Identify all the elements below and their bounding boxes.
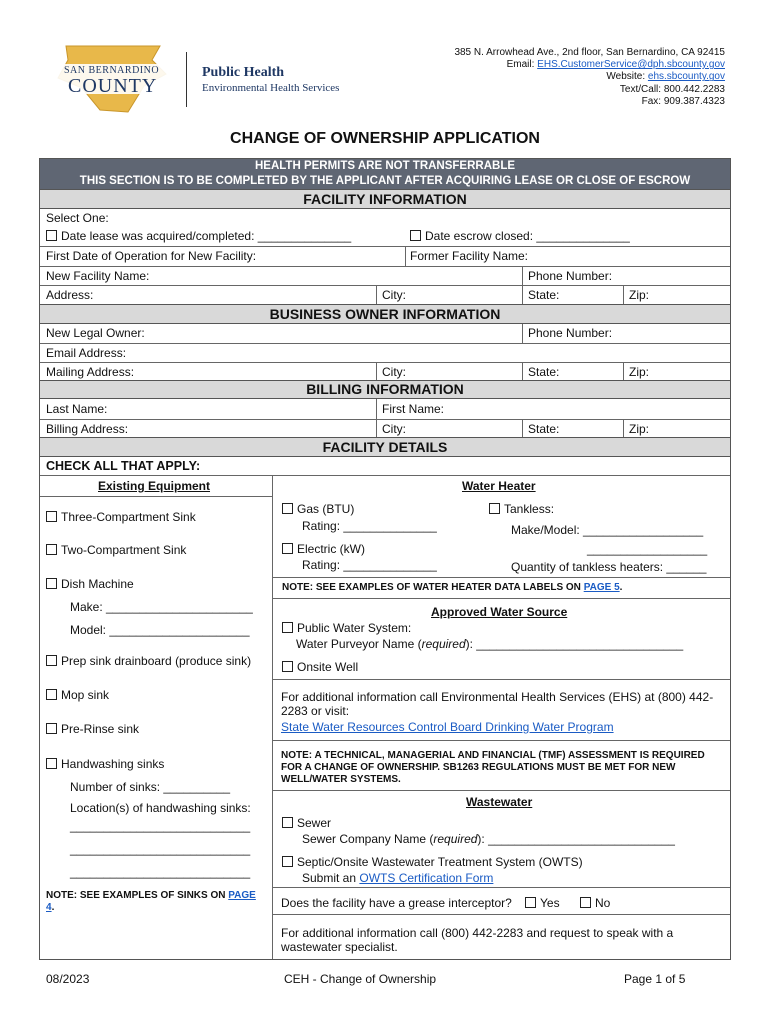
owner-state-field[interactable]: State: xyxy=(528,365,560,379)
escrow-checkbox[interactable] xyxy=(410,230,421,241)
billing-first-name-field[interactable]: First Name: xyxy=(382,402,445,416)
logo-divider xyxy=(186,52,187,107)
facility-state-field[interactable]: State: xyxy=(528,288,560,302)
facility-address-field[interactable]: Address: xyxy=(46,288,94,302)
page4-link[interactable]: PAGE 4 xyxy=(46,890,256,913)
banner-line2: THIS SECTION IS TO BE COMPLETED BY THE APPLICANT AFTER ACQUIRING LEASE OR CLOSE OF ESCROW xyxy=(40,174,730,189)
grease-yes-checkbox[interactable] xyxy=(525,897,536,908)
owts-form-link[interactable]: OWTS Certification Form xyxy=(359,871,494,885)
facility-details-heading: FACILITY DETAILS xyxy=(40,437,730,457)
billing-address-field[interactable]: Billing Address: xyxy=(46,422,129,436)
tankless-checkbox[interactable] xyxy=(489,503,500,514)
lease-option: Date lease was acquired/completed: ______________ xyxy=(46,229,351,243)
page-title: CHANGE OF OWNERSHIP APPLICATION xyxy=(230,130,540,147)
make-model-line2[interactable]: __________________ xyxy=(587,542,708,556)
dish-machine-checkbox[interactable] xyxy=(46,578,57,589)
existing-equipment-heading: Existing Equipment xyxy=(98,479,211,493)
grease-no-checkbox[interactable] xyxy=(580,897,591,908)
handwashing-checkbox[interactable] xyxy=(46,758,57,769)
qty-tankless-field[interactable]: Quantity of tankless heaters: ______ xyxy=(511,560,707,574)
locations-label: Location(s) of handwashing sinks: xyxy=(70,801,251,815)
facility-phone-field[interactable]: Phone Number: xyxy=(528,269,613,283)
sink-note: NOTE: SEE EXAMPLES OF SINKS ON PAGE 4. xyxy=(46,890,256,913)
onsite-well-checkbox[interactable] xyxy=(282,661,293,672)
business-owner-heading: BUSINESS OWNER INFORMATION xyxy=(40,304,730,324)
fax-text: Fax: 909.387.4323 xyxy=(641,95,725,107)
mop-sink-checkbox[interactable] xyxy=(46,689,57,700)
dish-model-field[interactable]: Model: _____________________ xyxy=(70,623,250,637)
prep-sink-checkbox[interactable] xyxy=(46,655,57,666)
prep-sink-option: Prep sink drainboard (produce sink) xyxy=(46,654,251,668)
division-name: Environmental Health Services xyxy=(202,82,340,94)
purveyor-field[interactable]: Water Purveyor Name (required): _______________________________ xyxy=(296,637,684,651)
sewer-option: Sewer xyxy=(282,816,331,830)
three-comp-option: Three-Compartment Sink xyxy=(46,510,196,524)
pre-rinse-checkbox[interactable] xyxy=(46,723,57,734)
footer-date: 08/2023 xyxy=(46,972,90,986)
pre-rinse-option: Pre-Rinse sink xyxy=(46,722,139,736)
contact-block xyxy=(454,47,725,108)
former-name-field[interactable]: Former Facility Name: xyxy=(410,249,529,263)
phone-text: Text/Call: 800.442.2283 xyxy=(619,83,725,95)
two-comp-option: Two-Compartment Sink xyxy=(46,543,186,557)
gas-checkbox[interactable] xyxy=(282,503,293,514)
logo-line1: SAN BERNARDINO xyxy=(64,65,160,76)
owts-line: Submit an OWTS Certification Form xyxy=(302,871,494,885)
email-line: Email: EHS.CustomerService@dph.sbcounty.gov xyxy=(506,59,725,71)
tmf-note: NOTE: A TECHNICAL, MANAGERIAL AND FINANCIAL (TMF) ASSESSMENT IS REQUIRED FOR A CHANGE OF OWNERSHIP. SB1263 REGULATIONS MUST BE MET FOR NEW WELL/WATER SYSTEMS. xyxy=(281,750,705,785)
owner-zip-field[interactable]: Zip: xyxy=(629,365,650,379)
handwashing-option: Handwashing sinks xyxy=(46,757,164,771)
dish-machine-option: Dish Machine xyxy=(46,577,134,591)
locations-line-1[interactable]: ___________________________ xyxy=(70,819,251,833)
grease-yes-option: Yes xyxy=(525,896,560,910)
tankless-option: Tankless: xyxy=(489,502,554,516)
escrow-option: Date escrow closed: ______________ xyxy=(410,229,630,243)
logo-line2: COUNTY xyxy=(68,75,158,97)
legal-owner-field[interactable]: New Legal Owner: xyxy=(46,326,145,340)
billing-zip-field[interactable]: Zip: xyxy=(629,422,650,436)
page5-link[interactable]: PAGE 5 xyxy=(583,582,620,593)
grease-no-option: No xyxy=(580,896,610,910)
owner-email-field[interactable]: Email Address: xyxy=(46,346,127,360)
mop-sink-option: Mop sink xyxy=(46,688,109,702)
mailing-address-field[interactable]: Mailing Address: xyxy=(46,365,135,379)
electric-checkbox[interactable] xyxy=(282,543,293,554)
facility-info-heading: FACILITY INFORMATION xyxy=(40,189,730,209)
owner-phone-field[interactable]: Phone Number: xyxy=(528,326,613,340)
heater-note: NOTE: SEE EXAMPLES OF WATER HEATER DATA LABELS ON PAGE 5. xyxy=(282,582,623,593)
check-all-label: CHECK ALL THAT APPLY: xyxy=(46,459,201,473)
ehs-call-text: For additional information call Environmental Health Services (EHS) at (800) 442-2283 or visit: xyxy=(281,690,714,718)
public-water-checkbox[interactable] xyxy=(282,622,293,633)
billing-heading: BILLING INFORMATION xyxy=(40,380,730,399)
gas-rating-field[interactable]: Rating: ______________ xyxy=(302,519,437,533)
gas-option: Gas (BTU) xyxy=(282,502,354,516)
state-water-link[interactable]: State Water Resources Control Board Drinking Water Program xyxy=(281,720,614,734)
website-line: Website: ehs.sbcounty.gov xyxy=(606,71,725,83)
sewer-company-field[interactable]: Sewer Company Name (required): ____________________________ xyxy=(302,832,675,846)
public-water-option: Public Water System: xyxy=(282,621,411,635)
make-model-field[interactable]: Make/Model: __________________ xyxy=(511,523,704,537)
footer-center: CEH - Change of Ownership xyxy=(284,972,437,986)
grease-question: Does the facility have a grease interceptor? xyxy=(281,896,512,910)
num-sinks-field[interactable]: Number of sinks: __________ xyxy=(70,780,231,794)
facility-city-field[interactable]: City: xyxy=(382,288,406,302)
three-comp-checkbox[interactable] xyxy=(46,511,57,522)
email-link[interactable]: EHS.CustomerService@dph.sbcounty.gov xyxy=(537,59,725,71)
banner-line1: HEALTH PERMITS ARE NOT TRANSFERRABLE xyxy=(40,159,730,174)
wastewater-heading: Wastewater xyxy=(466,795,533,809)
wastewater-call-text: For additional information call (800) 442-2283 and request to speak with a wastewater specialist. xyxy=(281,926,674,954)
locations-line-2[interactable]: ___________________________ xyxy=(70,842,251,856)
footer-page: Page 1 of 5 xyxy=(624,972,686,986)
first-date-field[interactable]: First Date of Operation for New Facility: xyxy=(46,249,257,263)
two-comp-checkbox[interactable] xyxy=(46,544,57,555)
dish-make-field[interactable]: Make: ______________________ xyxy=(70,600,253,614)
owner-city-field[interactable]: City: xyxy=(382,365,406,379)
address-text: 385 N. Arrowhead Ave., 2nd floor, San Bernardino, CA 92415 xyxy=(454,47,725,58)
department-name: Public Health xyxy=(202,65,285,80)
facility-zip-field[interactable]: Zip: xyxy=(629,288,650,302)
select-one-label: Select One: xyxy=(46,211,109,225)
billing-last-name-field[interactable]: Last Name: xyxy=(46,402,108,416)
electric-option: Electric (kW) xyxy=(282,542,365,556)
water-heater-heading: Water Heater xyxy=(462,479,536,493)
septic-option: Septic/Onsite Wastewater Treatment System (OWTS) xyxy=(282,855,583,869)
septic-checkbox[interactable] xyxy=(282,856,293,867)
onsite-well-option: Onsite Well xyxy=(282,660,358,674)
website-link[interactable]: ehs.sbcounty.gov xyxy=(647,71,725,83)
new-facility-name-field[interactable]: New Facility Name: xyxy=(46,269,150,283)
locations-line-3[interactable]: ___________________________ xyxy=(70,865,251,879)
lease-checkbox[interactable] xyxy=(46,230,57,241)
electric-rating-field[interactable]: Rating: ______________ xyxy=(302,558,437,572)
billing-state-field[interactable]: State: xyxy=(528,422,560,436)
approved-water-heading: Approved Water Source xyxy=(431,605,568,619)
billing-city-field[interactable]: City: xyxy=(382,422,406,436)
sewer-checkbox[interactable] xyxy=(282,817,293,828)
